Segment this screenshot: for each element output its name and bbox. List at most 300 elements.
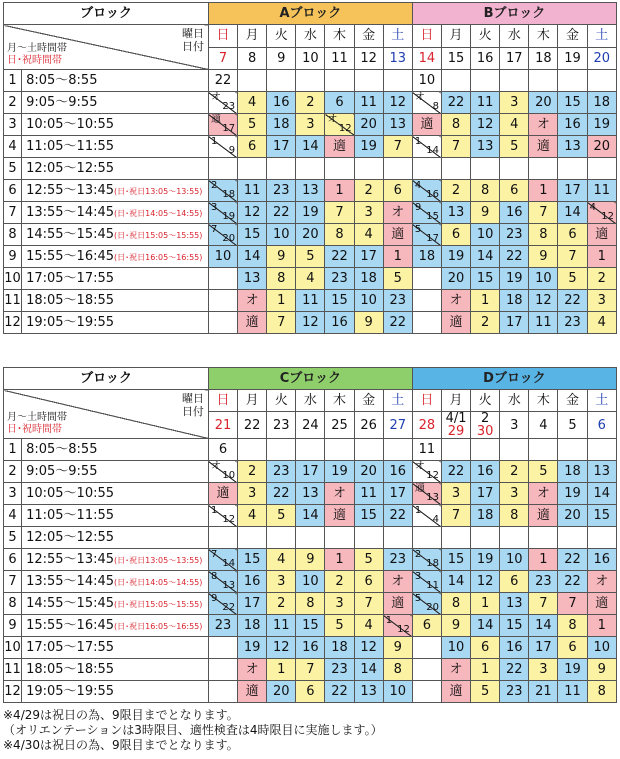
- period-time-text: 19:05～19:55: [26, 684, 115, 699]
- schedule-cell-empty: [441, 439, 470, 461]
- schedule-cell: 1: [325, 180, 354, 202]
- period-number: 12: [4, 312, 22, 334]
- schedule-cell: 13: [296, 483, 325, 505]
- schedule-cell: 23: [529, 571, 558, 593]
- schedule-cell-empty: [412, 290, 441, 312]
- date-cell: 4: [529, 412, 558, 439]
- holiday-time-text: (日･祝日13:05～13:55): [114, 187, 203, 196]
- date-cell: 8: [238, 47, 267, 70]
- schedule-cell-split: [208, 202, 237, 224]
- schedule-cell: 10: [529, 268, 558, 290]
- weekday-cell: 金: [354, 25, 383, 48]
- schedule-cell-empty: [587, 527, 616, 549]
- schedule-cell: 19: [471, 549, 500, 571]
- schedule-cell: 8: [267, 268, 296, 290]
- period-row: [4, 505, 617, 527]
- schedule-cell: 19: [296, 202, 325, 224]
- schedule-cell-empty: [354, 439, 383, 461]
- schedule-cell: 3: [587, 290, 616, 312]
- date-cell: 17: [500, 47, 529, 70]
- schedule-grid: [3, 367, 617, 703]
- period-time-text: 11:05～11:55: [26, 139, 115, 154]
- schedule-cell: 14: [441, 571, 470, 593]
- schedule-cell: オ: [325, 483, 354, 505]
- schedule-cell-empty: [412, 681, 441, 703]
- period-row: [4, 136, 617, 158]
- weekday-label: 曜日: [181, 27, 204, 40]
- schedule-cell: 12: [296, 312, 325, 334]
- schedule-cell: 4: [354, 615, 383, 637]
- schedule-cell-empty: [412, 637, 441, 659]
- schedule-cell-split: [412, 593, 441, 615]
- split-upper: 4: [589, 202, 596, 213]
- split-upper: オ: [414, 92, 425, 103]
- schedule-cell-empty: [500, 70, 529, 92]
- schedule-cell: 17: [354, 246, 383, 268]
- schedule-cell: 1: [267, 659, 296, 681]
- note-line: ※4/30は祝日の為、9限目までとなります。: [3, 738, 239, 752]
- weekday-cell: 木: [529, 25, 558, 48]
- schedule-cell-split: [412, 505, 441, 527]
- schedule-cell: オ: [238, 290, 267, 312]
- schedule-cell: 2: [441, 180, 470, 202]
- schedule-cell: 14: [296, 505, 325, 527]
- schedule-cell: 適: [238, 312, 267, 334]
- weekday-cell: 金: [558, 25, 587, 48]
- schedule-cell: 23: [267, 180, 296, 202]
- schedule-cell: 11: [558, 681, 587, 703]
- weekday-cell: 木: [325, 390, 354, 412]
- schedule-cell-empty: [325, 439, 354, 461]
- schedule-cell: 8: [383, 659, 412, 681]
- schedule-cell: 19: [558, 483, 587, 505]
- schedule-cell: 23: [208, 615, 237, 637]
- date-cell: 7: [208, 47, 237, 70]
- period-number: 8: [4, 593, 22, 615]
- period-number: 11: [4, 659, 22, 681]
- schedule-cell-empty: [529, 527, 558, 549]
- split-upper: 3: [414, 571, 422, 582]
- holiday-time-text: (日･祝日15:05～15:55): [114, 600, 203, 609]
- split-lower: 12: [601, 211, 614, 222]
- period-time: [22, 224, 209, 246]
- split-upper: 5: [414, 593, 422, 604]
- date-cell: 26: [354, 412, 383, 439]
- split-upper: オ: [210, 92, 221, 103]
- period-row: [4, 268, 617, 290]
- weekday-timeband-label: 月～土時間帯: [7, 412, 67, 423]
- period-number: 6: [4, 549, 22, 571]
- schedule-cell: 5: [383, 268, 412, 290]
- schedule-cell: 9: [354, 312, 383, 334]
- period-time-text: 8:05～8:55: [26, 73, 98, 88]
- schedule-cell: 2: [354, 180, 383, 202]
- schedule-cell: 22: [558, 549, 587, 571]
- schedule-cell-split: [412, 461, 441, 483]
- split-upper: 2: [210, 180, 218, 191]
- period-number: 1: [4, 70, 22, 92]
- split-lower: 8: [432, 101, 439, 112]
- date-cell: [441, 412, 470, 439]
- schedule-cell: オ: [441, 290, 470, 312]
- weekday-cell: 水: [500, 390, 529, 412]
- schedule-cell: 16: [383, 461, 412, 483]
- schedule-cell: 14: [238, 246, 267, 268]
- schedule-cell: 5: [500, 136, 529, 158]
- schedule-cell: 12: [383, 92, 412, 114]
- schedule-cell: 10: [412, 70, 441, 92]
- period-row: [4, 114, 617, 136]
- period-time: [22, 505, 209, 527]
- schedule-cell: 13: [500, 593, 529, 615]
- period-time-text: 12:05～12:55: [26, 530, 115, 545]
- schedule-cell-empty: [267, 527, 296, 549]
- schedule-cell-empty: [587, 439, 616, 461]
- split-lower: 16: [426, 189, 439, 200]
- schedule-cell: 5: [529, 461, 558, 483]
- schedule-cell: 1: [529, 180, 558, 202]
- schedule-cell-empty: [412, 158, 441, 180]
- weekday-cell: 日: [412, 25, 441, 48]
- period-row: [4, 439, 617, 461]
- schedule-cell-split: [208, 180, 237, 202]
- period-time: [22, 290, 209, 312]
- period-row: [4, 615, 617, 637]
- schedule-cell: 22: [383, 312, 412, 334]
- schedule-cell-split: [412, 224, 441, 246]
- period-number: 2: [4, 461, 22, 483]
- period-time-text: 15:55～16:45: [26, 618, 115, 633]
- weekday-cell: 金: [354, 390, 383, 412]
- schedule-cell: 8: [587, 681, 616, 703]
- schedule-cell: 7: [529, 202, 558, 224]
- schedule-cell: 16: [587, 549, 616, 571]
- date-cell: 27: [383, 412, 412, 439]
- schedule-cell: オ: [383, 571, 412, 593]
- schedule-cell-split: [587, 202, 616, 224]
- split-lower: 20: [426, 602, 439, 613]
- period-time: [22, 593, 209, 615]
- period-time: [22, 268, 209, 290]
- schedule-cell-split: [208, 571, 237, 593]
- schedule-cell: 13: [587, 461, 616, 483]
- schedule-cell: 20: [441, 268, 470, 290]
- period-number: 5: [4, 158, 22, 180]
- schedule-cell: 8: [441, 114, 470, 136]
- schedule-cell: 23: [383, 549, 412, 571]
- split-lower: 19: [222, 211, 236, 222]
- schedule-cell-empty: [238, 158, 267, 180]
- schedule-cell: 10: [208, 246, 237, 268]
- date-sub: 29: [447, 424, 465, 439]
- schedule-cell-split: [208, 136, 237, 158]
- period-row: [4, 527, 617, 549]
- schedule-cell-empty: [208, 659, 237, 681]
- period-time: [22, 461, 209, 483]
- schedule-cell: 19: [558, 659, 587, 681]
- period-time-text: 10:05～10:55: [26, 486, 115, 501]
- schedule-cell: 18: [354, 268, 383, 290]
- schedule-cell-empty: [296, 158, 325, 180]
- schedule-cell: 15: [354, 505, 383, 527]
- block-title: Dブロック: [412, 368, 616, 390]
- period-number: 12: [4, 681, 22, 703]
- schedule-cell-empty: [208, 268, 237, 290]
- split-lower: 18: [222, 189, 236, 200]
- schedule-cell: 18: [500, 290, 529, 312]
- schedule-cell: 6: [500, 180, 529, 202]
- holiday-time-text: (日･祝日14:05～14:55): [114, 578, 203, 587]
- schedule-cell-empty: [208, 681, 237, 703]
- schedule-cell: 15: [587, 505, 616, 527]
- period-time-text: 18:05～18:55: [26, 293, 115, 308]
- schedule-cell: 11: [267, 615, 296, 637]
- schedule-cell: 23: [325, 268, 354, 290]
- schedule-cell: 23: [383, 290, 412, 312]
- date-cell: 20: [587, 47, 616, 70]
- schedule-cell: 14: [354, 659, 383, 681]
- period-time-text: 13:55～14:45: [26, 574, 115, 589]
- schedule-cell-empty: [471, 158, 500, 180]
- period-row: [4, 246, 617, 268]
- holiday-time-text: (日･祝日16:05～16:55): [114, 253, 203, 262]
- schedule-cell-empty: [412, 527, 441, 549]
- schedule-cell: 6: [441, 224, 470, 246]
- schedule-cell: 17: [296, 461, 325, 483]
- schedule-cell: 12: [471, 114, 500, 136]
- schedule-cell: 17: [383, 483, 412, 505]
- split-upper: 4: [414, 180, 422, 191]
- schedule-cell-empty: [208, 312, 237, 334]
- period-number: 9: [4, 615, 22, 637]
- schedule-cell: 8: [325, 224, 354, 246]
- period-row: [4, 637, 617, 659]
- schedule-cell: 4: [587, 312, 616, 334]
- weekday-timeband-label: 月～土時間帯: [7, 43, 67, 54]
- schedule-cell: 13: [471, 136, 500, 158]
- schedule-cell: 18: [267, 114, 296, 136]
- schedule-cell-empty: [296, 439, 325, 461]
- split-lower: 12: [426, 470, 439, 481]
- period-row: [4, 461, 617, 483]
- split-lower: 20: [222, 233, 236, 244]
- schedule-cell: オ: [441, 659, 470, 681]
- schedule-cell: 22: [325, 681, 354, 703]
- schedule-cell: 14: [296, 136, 325, 158]
- schedule-cell: 7: [441, 136, 470, 158]
- period-time-text: 9:05～9:55: [26, 464, 98, 479]
- weekday-cell: 土: [383, 390, 412, 412]
- schedule-cell-split: [383, 615, 412, 637]
- schedule-cell: 9: [296, 549, 325, 571]
- schedule-cell: 6: [558, 637, 587, 659]
- split-lower: 12: [338, 123, 352, 134]
- schedule-cell: オ: [383, 202, 412, 224]
- schedule-cell: 20: [354, 461, 383, 483]
- schedule-cell-empty: [325, 527, 354, 549]
- date-main: 4/1: [445, 411, 467, 426]
- corner-header: [4, 25, 209, 70]
- schedule-cell: オ: [238, 659, 267, 681]
- schedule-cell: 17: [500, 312, 529, 334]
- schedule-cell: 10: [267, 224, 296, 246]
- schedule-cell-empty: [208, 290, 237, 312]
- schedule-cell-split: [208, 461, 237, 483]
- schedule-cell: 14: [587, 483, 616, 505]
- weekday-cell: 水: [500, 25, 529, 48]
- schedule-cell: 16: [325, 312, 354, 334]
- schedule-cell: 9: [587, 659, 616, 681]
- date-cell: 14: [412, 47, 441, 70]
- split-upper: 9: [210, 593, 218, 604]
- period-time-text: 14:55～15:45: [26, 596, 115, 611]
- schedule-cell: 1: [587, 246, 616, 268]
- period-number: 10: [4, 637, 22, 659]
- period-time: [22, 483, 209, 505]
- schedule-cell: 適: [412, 114, 441, 136]
- schedule-cell: 9: [383, 637, 412, 659]
- split-upper: 2: [414, 549, 422, 560]
- period-row: [4, 549, 617, 571]
- schedule-cell: 8: [529, 224, 558, 246]
- block-title: Cブロック: [208, 368, 412, 390]
- schedule-cell: 22: [558, 290, 587, 312]
- schedule-cell: 22: [325, 246, 354, 268]
- schedule-cell: 11: [354, 92, 383, 114]
- period-time: [22, 246, 209, 268]
- schedule-cell: 17: [267, 136, 296, 158]
- schedule-cell-empty: [354, 158, 383, 180]
- weekday-cell: 火: [471, 390, 500, 412]
- schedule-cell: 6: [383, 180, 412, 202]
- schedule-cell-empty: [471, 70, 500, 92]
- weekday-cell: 土: [587, 25, 616, 48]
- period-time: [22, 571, 209, 593]
- weekday-label: 曜日: [181, 392, 204, 405]
- schedule-cell-split: [412, 180, 441, 202]
- holiday-time-text: (日･祝日15:05～15:55): [114, 231, 203, 240]
- schedule-cell-split: [208, 505, 237, 527]
- schedule-cell: 3: [354, 202, 383, 224]
- schedule-cell: 19: [325, 461, 354, 483]
- date-cell: 10: [296, 47, 325, 70]
- schedule-cell-empty: [238, 527, 267, 549]
- schedule-cell-empty: [267, 439, 296, 461]
- period-row: [4, 70, 617, 92]
- period-time: [22, 637, 209, 659]
- weekday-cell: 水: [296, 25, 325, 48]
- schedule-cell: 13: [296, 180, 325, 202]
- schedule-cell: 20: [587, 136, 616, 158]
- period-time: [22, 527, 209, 549]
- period-time: [22, 180, 209, 202]
- schedule-cell-empty: [412, 659, 441, 681]
- schedule-cell: 16: [500, 637, 529, 659]
- schedule-cell: 適: [529, 136, 558, 158]
- split-upper: 7: [210, 549, 218, 560]
- schedule-cell: 5: [238, 114, 267, 136]
- date-cell: 15: [441, 47, 470, 70]
- schedule-cell-empty: [354, 70, 383, 92]
- weekday-cell: 月: [238, 390, 267, 412]
- split-upper: 1: [210, 505, 218, 516]
- schedule-cell-empty: [238, 439, 267, 461]
- period-time-text: 14:55～15:45: [26, 227, 115, 242]
- schedule-cell: 12: [529, 290, 558, 312]
- schedule-cell: 適: [587, 224, 616, 246]
- period-number: 8: [4, 224, 22, 246]
- date-cell: 22: [238, 412, 267, 439]
- date-cell: 16: [471, 47, 500, 70]
- schedule-cell: 14: [558, 202, 587, 224]
- split-lower: 13: [222, 580, 236, 591]
- schedule-cell-empty: [441, 70, 470, 92]
- weekday-cell: 月: [441, 390, 470, 412]
- schedule-cell: 10: [296, 571, 325, 593]
- schedule-grid: [3, 2, 617, 334]
- schedule-cell: 1: [529, 549, 558, 571]
- schedule-cell: 7: [267, 312, 296, 334]
- schedule-cell: 1: [471, 659, 500, 681]
- schedule-cell: 22: [500, 659, 529, 681]
- block-title: Aブロック: [208, 3, 412, 25]
- date-cell: 18: [529, 47, 558, 70]
- schedule-cell: 23: [500, 681, 529, 703]
- split-lower: 15: [426, 211, 439, 222]
- schedule-cell: 2: [296, 92, 325, 114]
- period-row: [4, 593, 617, 615]
- notes: [3, 708, 383, 753]
- schedule-cell: 15: [238, 549, 267, 571]
- schedule-cell-empty: [441, 527, 470, 549]
- schedule-cell: 22: [267, 483, 296, 505]
- split-upper: 5: [414, 224, 422, 235]
- weekday-cell: 水: [296, 390, 325, 412]
- schedule-cell-empty: [412, 312, 441, 334]
- schedule-cell: 6: [354, 571, 383, 593]
- period-number: 3: [4, 114, 22, 136]
- period-time-text: 9:05～9:55: [26, 95, 98, 110]
- schedule-cell: 13: [354, 681, 383, 703]
- schedule-cell-empty: [208, 637, 237, 659]
- schedule-cell: 適: [383, 593, 412, 615]
- period-time: [22, 158, 209, 180]
- split-lower: 4: [432, 514, 439, 525]
- schedule-cell: 15: [325, 290, 354, 312]
- schedule-cell-empty: [529, 439, 558, 461]
- schedule-cell: 12: [354, 637, 383, 659]
- schedule-cell: 22: [500, 246, 529, 268]
- period-time: [22, 549, 209, 571]
- weekday-cell: 金: [558, 390, 587, 412]
- period-time-text: 17:05～17:55: [26, 271, 115, 286]
- schedule-cell-split: [208, 593, 237, 615]
- schedule-cell-empty: [208, 158, 237, 180]
- schedule-cell: 4: [238, 92, 267, 114]
- schedule-cell-split: [412, 571, 441, 593]
- schedule-cell: 適: [587, 593, 616, 615]
- schedule-cell: 2: [500, 461, 529, 483]
- schedule-cell: 6: [208, 439, 237, 461]
- schedule-cell: 19: [500, 268, 529, 290]
- schedule-cell: オ: [587, 571, 616, 593]
- schedule-cell: 6: [558, 224, 587, 246]
- period-row: [4, 158, 617, 180]
- schedule-cell: 11: [238, 180, 267, 202]
- schedule-cell: 3: [238, 483, 267, 505]
- schedule-cell-empty: [325, 70, 354, 92]
- schedule-cell: 14: [529, 615, 558, 637]
